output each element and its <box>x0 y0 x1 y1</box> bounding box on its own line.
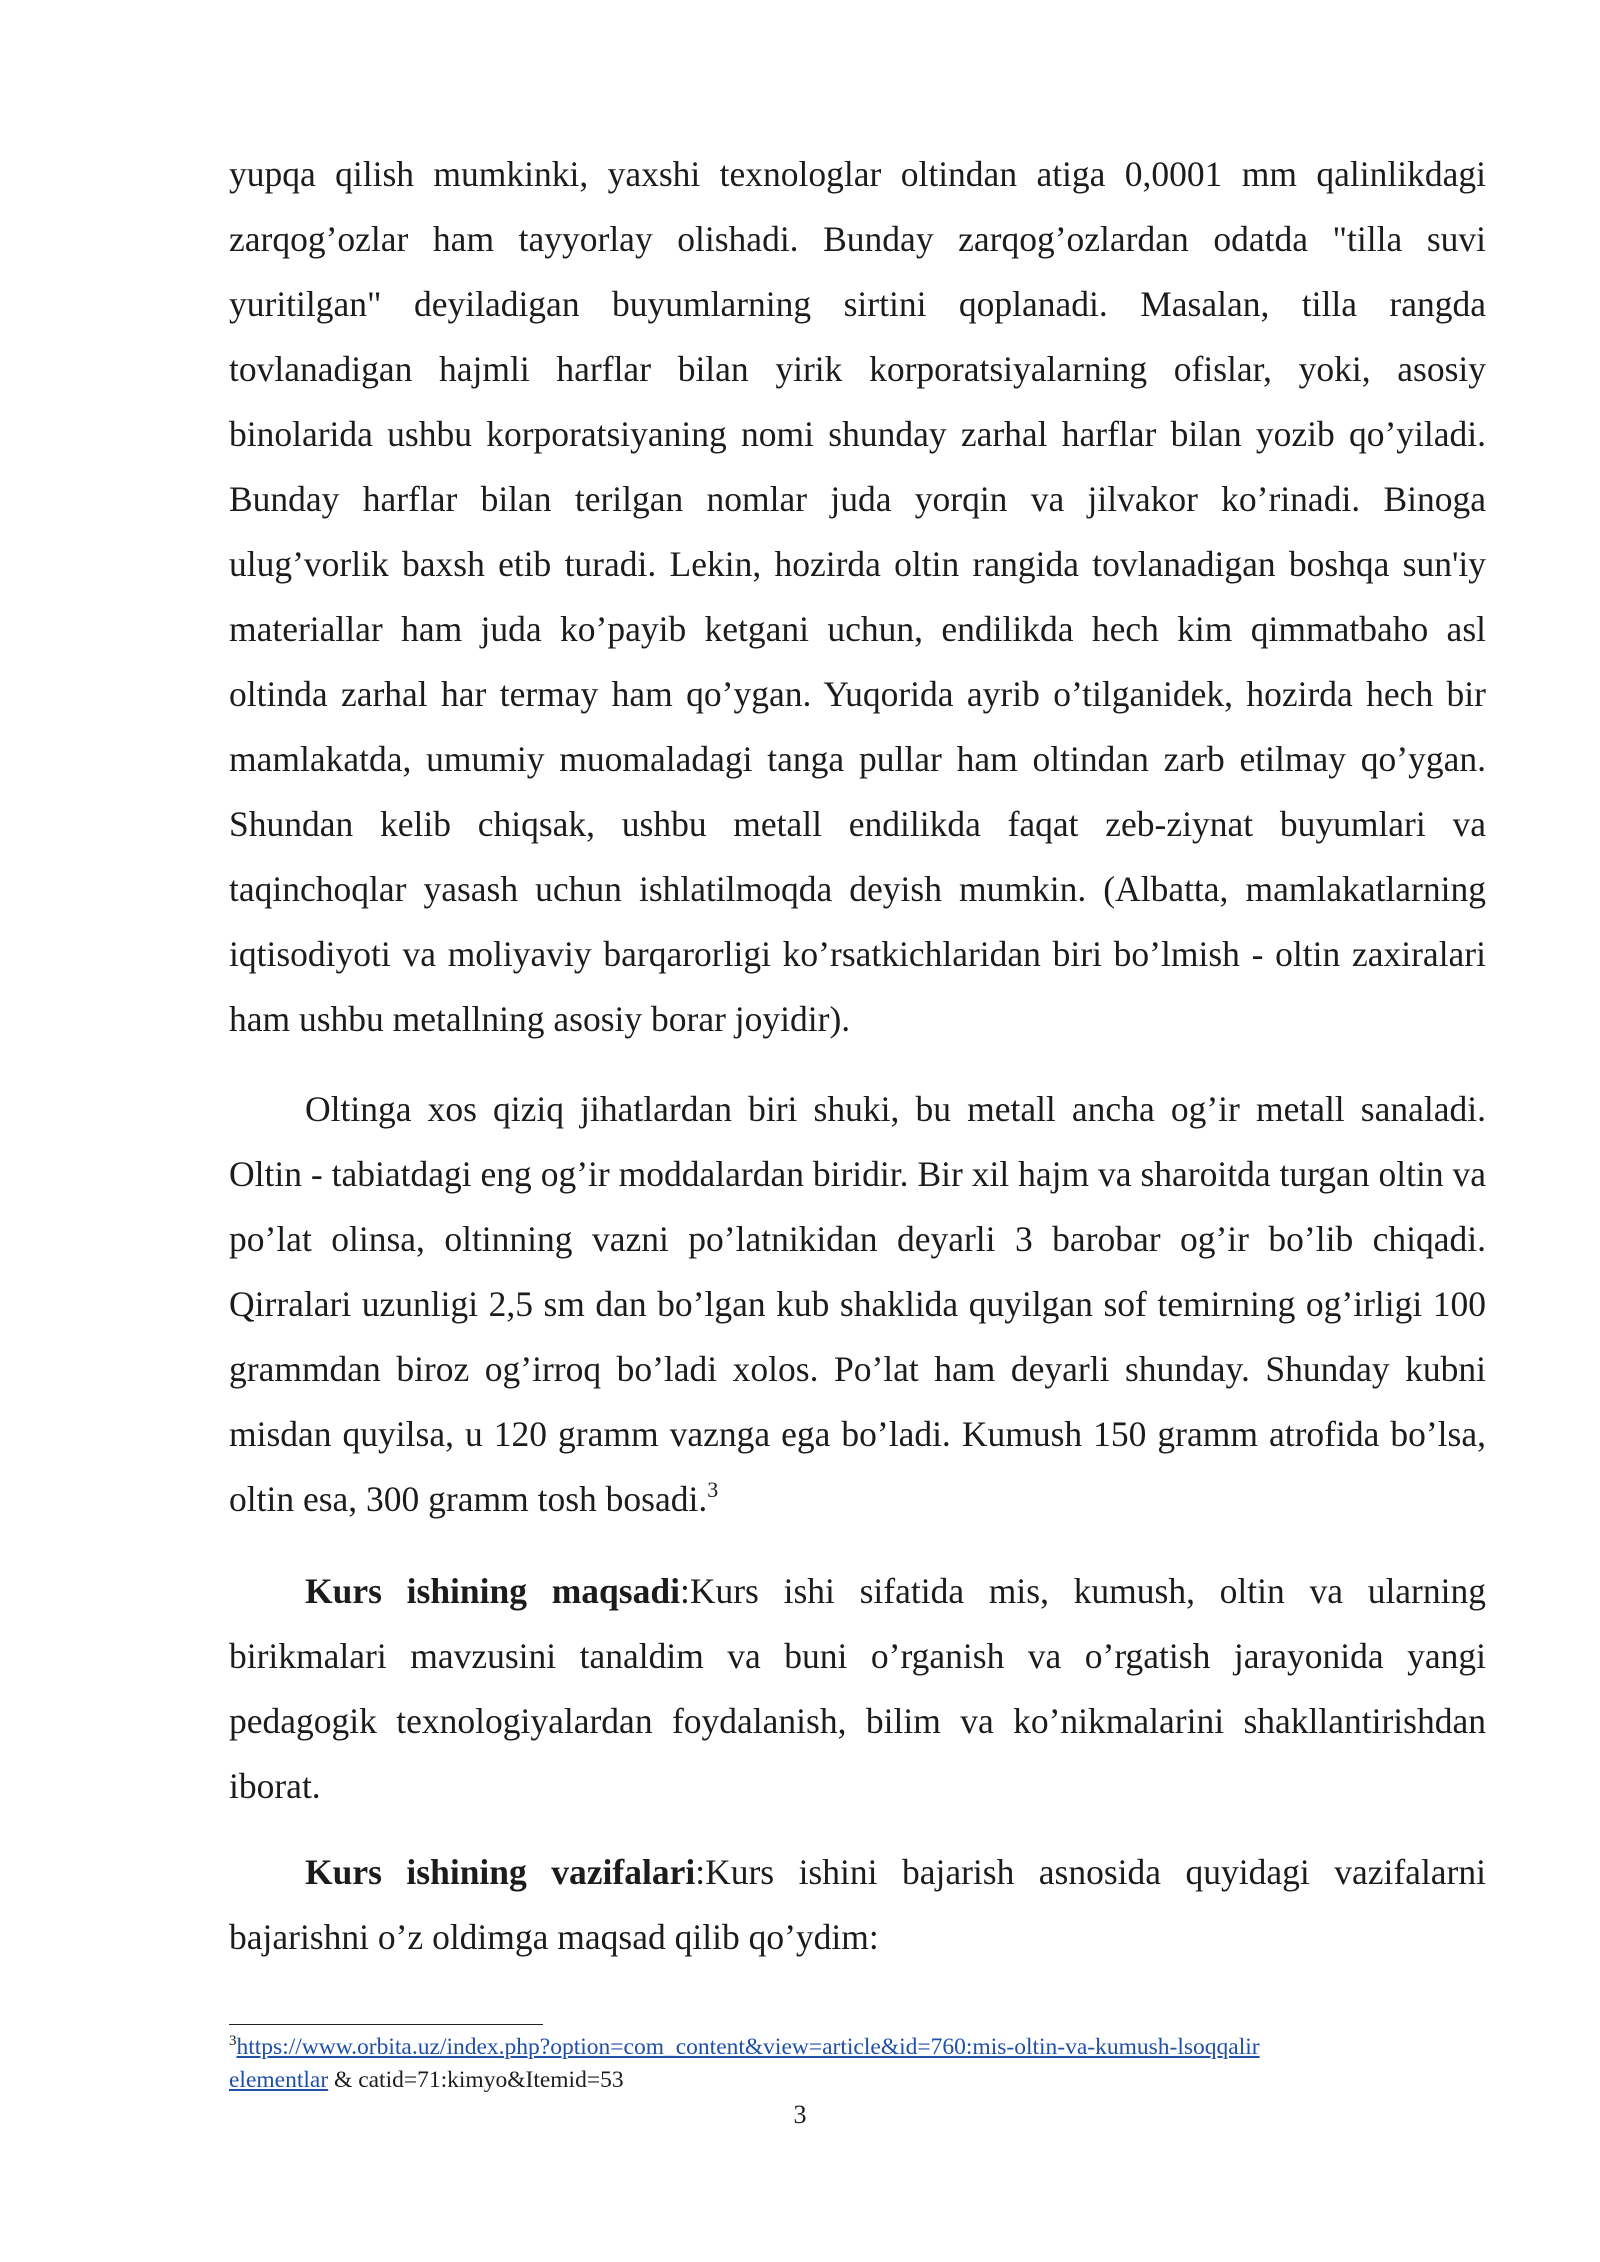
footnote-link-line2: elementlar <box>229 2067 329 2093</box>
course-tasks-heading: Kurs ishining vazifalari <box>305 1852 696 1892</box>
paragraph-course-tasks <box>229 1840 1486 1970</box>
footnote-link-rest: & catid=71:kimyo&Itemid=53 <box>328 2067 624 2093</box>
page-number: 3 <box>793 2100 807 2129</box>
paragraph-course-goal <box>229 1559 1486 1819</box>
paragraph-gold-leaf <box>229 142 1486 1052</box>
footnote-reference[interactable]: 3 <box>707 1477 719 1502</box>
paragraph-text: yupqa qilish mumkinki, yaxshi texnologlar oltindan atiga 0,0001 mm qalinlikdagi zarqog’ozlar ham tayyorlay olishadi. Bunday zarqog’ozlardan odatda "tilla suvi yuritilgan" deyiladigan buyumlarning sirtini qoplanadi. Masalan, tilla rangda tovlanadigan hajmli harflar bilan yirik korporatsiyalarning ofislar, yoki, asosiy binolarida ushbu korporatsiyaning nomi shunday zarhal harflar bilan yozib qo’yiladi. Bunday harflar bilan terilgan nomlar juda yorqin va jilvakor ko’rinadi. Binoga ulug’vorlik baxsh etib turadi. Lekin, hozirda oltin rangida tovlanadigan boshqa sun'iy materiallar ham juda ko’payib ketgani uchun, endilikda hech kim qimmatbaho asl oltinda zarhal har termay ham qo’ygan. Yuqorida ayrib o’tilganidek, hozirda hech bir mamlakatda, umumiy muomaladagi tanga pullar ham oltindan zarb etilmay qo’ygan. Shundan kelib chiqsak, ushbu metall endilikda faqat zeb-ziynat buyumlari va taqinchoqlar yasash uchun ishlatilmoqda deyish mumkin. (Albatta, mamlakatlarning iqtisodiyoti va moliyaviy barqarorligi ko’rsatkichlaridan biri bo’lmish - oltin zaxiralari ham ushbu metallning asosiy borar joyidir). <box>229 154 1486 1039</box>
footnote-separator <box>229 2024 543 2025</box>
footnote-link-line1: https://www.orbita.uz/index.php?option=com_content&view=article&id=760:mis-oltin-va-kumush-lsoqqalir <box>236 2034 1260 2060</box>
paragraph-text: :Kurs ishini bajarish asnosida quyidagi vazifalarni bajarishni o’z oldimga maqsad qilib qo’ydim: <box>229 1852 1486 1957</box>
footnote <box>229 2031 1486 2097</box>
paragraph-gold-weight <box>229 1077 1486 1532</box>
footnote-number: 3 <box>229 2033 237 2049</box>
paragraph-text: :Kurs ishi sifatida mis, kumush, oltin va ularning birikmalari mavzusini tanaldim va buni o’rganish va o’rgatish jarayonida yangi pedagogik texnologiyalardan foydalanish, bilim va ko’nikmalarini shakllantirishdan iborat. <box>229 1571 1486 1806</box>
paragraph-text: Oltinga xos qiziq jihatlardan biri shuki, bu metall ancha og’ir metall sanaladi. Oltin - tabiatdagi eng og’ir moddalardan biridir. Bir xil hajm va sharoitda turgan oltin va po’lat olinsa, oltinning vazni po’latnikidan deyarli 3 barobar og’ir bo’lib chiqadi. Qirralari uzunligi 2,5 sm dan bo’lgan kub shaklida quyilgan sof temirning og’irligi 100 grammdan biroz og’irroq bo’ladi xolos. Po’lat ham deyarli shunday. Shunday kubni misdan quyilsa, u 120 gramm vaznga ega bo’ladi. Kumush 150 gramm atrofida bo’lsa, oltin esa, 300 gramm tosh bosadi. <box>229 1089 1486 1519</box>
course-goal-heading: Kurs ishining maqsadi <box>305 1571 680 1611</box>
